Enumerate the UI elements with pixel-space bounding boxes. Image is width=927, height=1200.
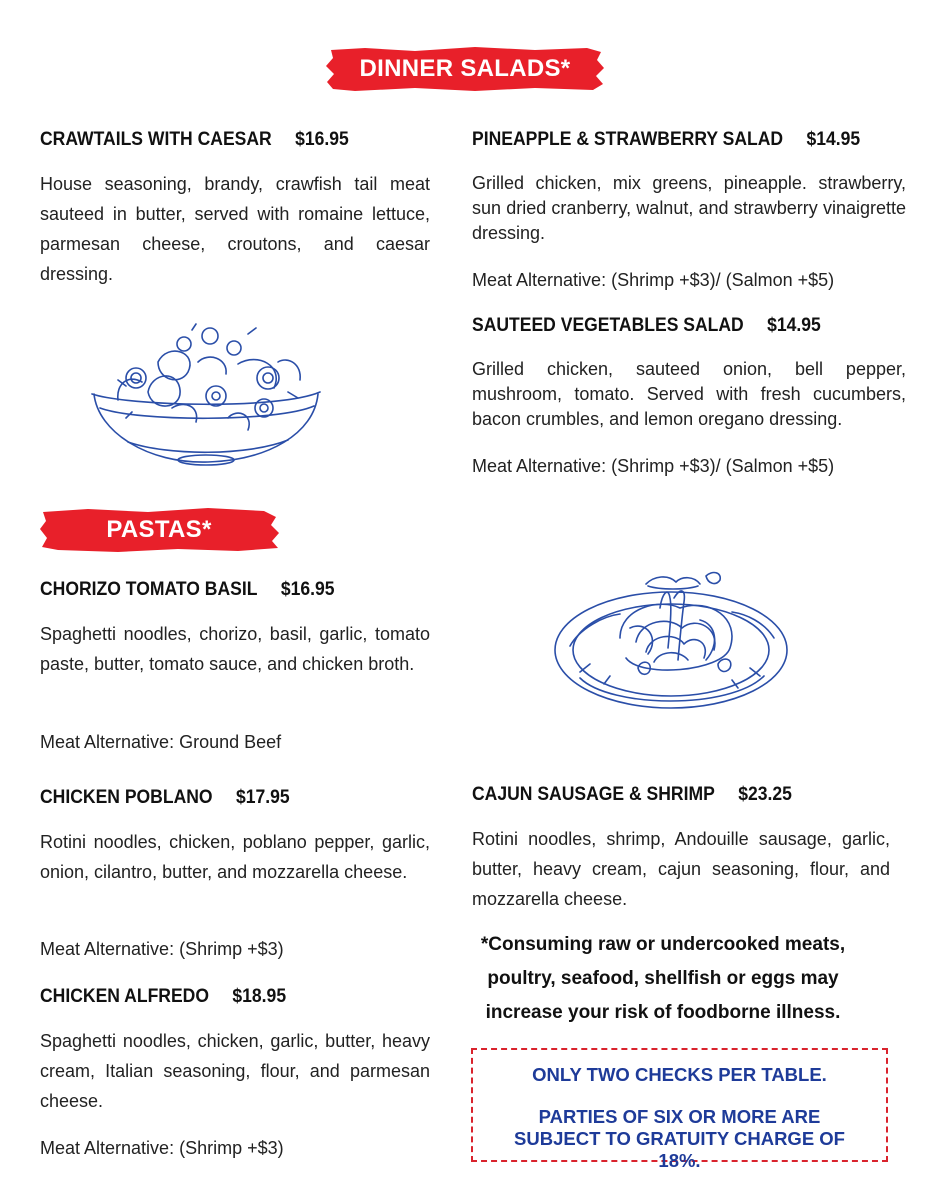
menu-item-chicken-poblano xyxy=(40,786,430,887)
item-description: Spaghetti noodles, chorizo, basil, garlic, tomato paste, butter, tomato sauce, and chicken broth. xyxy=(40,624,430,674)
item-name: CHICKEN POBLANO xyxy=(40,786,213,808)
checks-policy: ONLY TWO CHECKS PER TABLE. xyxy=(532,1064,827,1085)
item-meat-alternative: Meat Alternative: (Shrimp +$3) xyxy=(40,1138,284,1158)
item-description: Grilled chicken, sauteed onion, bell pepper, mushroom, tomato. Served with fresh cucumbers, bacon crumbles, and lemon oregano dressing. xyxy=(472,359,906,429)
item-description: Rotini noodles, chicken, poblano pepper, garlic, onion, cilantro, butter, and mozzarella cheese. xyxy=(40,832,430,882)
menu-item-cajun-sausage-shrimp xyxy=(472,783,890,914)
item-name: PINEAPPLE & STRAWBERRY SALAD xyxy=(472,128,784,150)
item-price: $14.95 xyxy=(806,128,861,150)
menu-item-chorizo-tomato-basil xyxy=(40,578,430,679)
item-price: $17.95 xyxy=(235,786,290,808)
item-name: SAUTEED VEGETABLES SALAD xyxy=(472,314,744,336)
item-name: CHICKEN ALFREDO xyxy=(40,985,210,1007)
section-title: DINNER SALADS* xyxy=(359,55,571,82)
item-price: $16.95 xyxy=(295,128,349,150)
pasta-plate-illustration-icon xyxy=(550,568,792,716)
item-price: $23.25 xyxy=(738,783,792,805)
item-description: Grilled chicken, mix greens, pineapple. strawberry, sun dried cranberry, walnut, and strawberry vinaigrette dressing. xyxy=(472,173,906,243)
notice-line: increase your risk of foodborne illness. xyxy=(485,1002,841,1023)
item-description: House seasoning, brandy, crawfish tail meat sauteed in butter, served with romaine lettuce, parmesan cheese, croutons, and caesar dressing. xyxy=(40,174,430,284)
menu-item-chicken-alfredo xyxy=(40,985,430,1116)
item-meat-alternative: Meat Alternative: (Shrimp +$3) xyxy=(40,939,284,959)
menu-item-crawtails-caesar xyxy=(40,128,430,289)
item-description: Spaghetti noodles, chicken, garlic, butter, heavy cream, Italian seasoning, flour, and parmesan cheese. xyxy=(40,1031,430,1111)
section-banner-pastas xyxy=(38,507,280,553)
item-price: $16.95 xyxy=(280,578,335,600)
notice-line: *Consuming raw or undercooked meats, xyxy=(480,934,846,955)
item-name: CHORIZO TOMATO BASIL xyxy=(40,578,258,600)
section-banner-dinner-salads xyxy=(325,46,605,92)
table-policy-box xyxy=(471,1048,888,1171)
item-price: $18.95 xyxy=(232,985,287,1007)
item-name: CRAWTAILS WITH CAESAR xyxy=(40,128,272,150)
menu-item-sauteed-vegetables-salad xyxy=(472,314,906,432)
item-name: CAJUN SAUSAGE & SHRIMP xyxy=(472,783,715,805)
gratuity-policy: PARTIES OF SIX OR MORE ARE SUBJECT TO GRATUITY CHARGE OF 18%. xyxy=(514,1106,845,1171)
item-meat-alternative: Meat Alternative: (Shrimp +$3)/ (Salmon +$5) xyxy=(472,456,835,476)
item-price: $14.95 xyxy=(767,314,821,336)
item-meat-alternative: Meat Alternative: (Shrimp +$3)/ (Salmon +$5) xyxy=(472,270,835,290)
notice-line: poultry, seafood, shellfish or eggs may xyxy=(487,968,839,989)
salad-bowl-illustration-icon xyxy=(88,322,324,468)
item-meat-alternative: Meat Alternative: Ground Beef xyxy=(40,732,282,752)
food-safety-notice xyxy=(472,928,854,1030)
menu-item-pineapple-strawberry-salad xyxy=(472,128,906,246)
item-description: Rotini noodles, shrimp, Andouille sausage, garlic, butter, heavy cream, cajun seasoning, flour, and mozzarella cheese. xyxy=(472,829,890,909)
section-title: PASTAS* xyxy=(106,516,212,543)
